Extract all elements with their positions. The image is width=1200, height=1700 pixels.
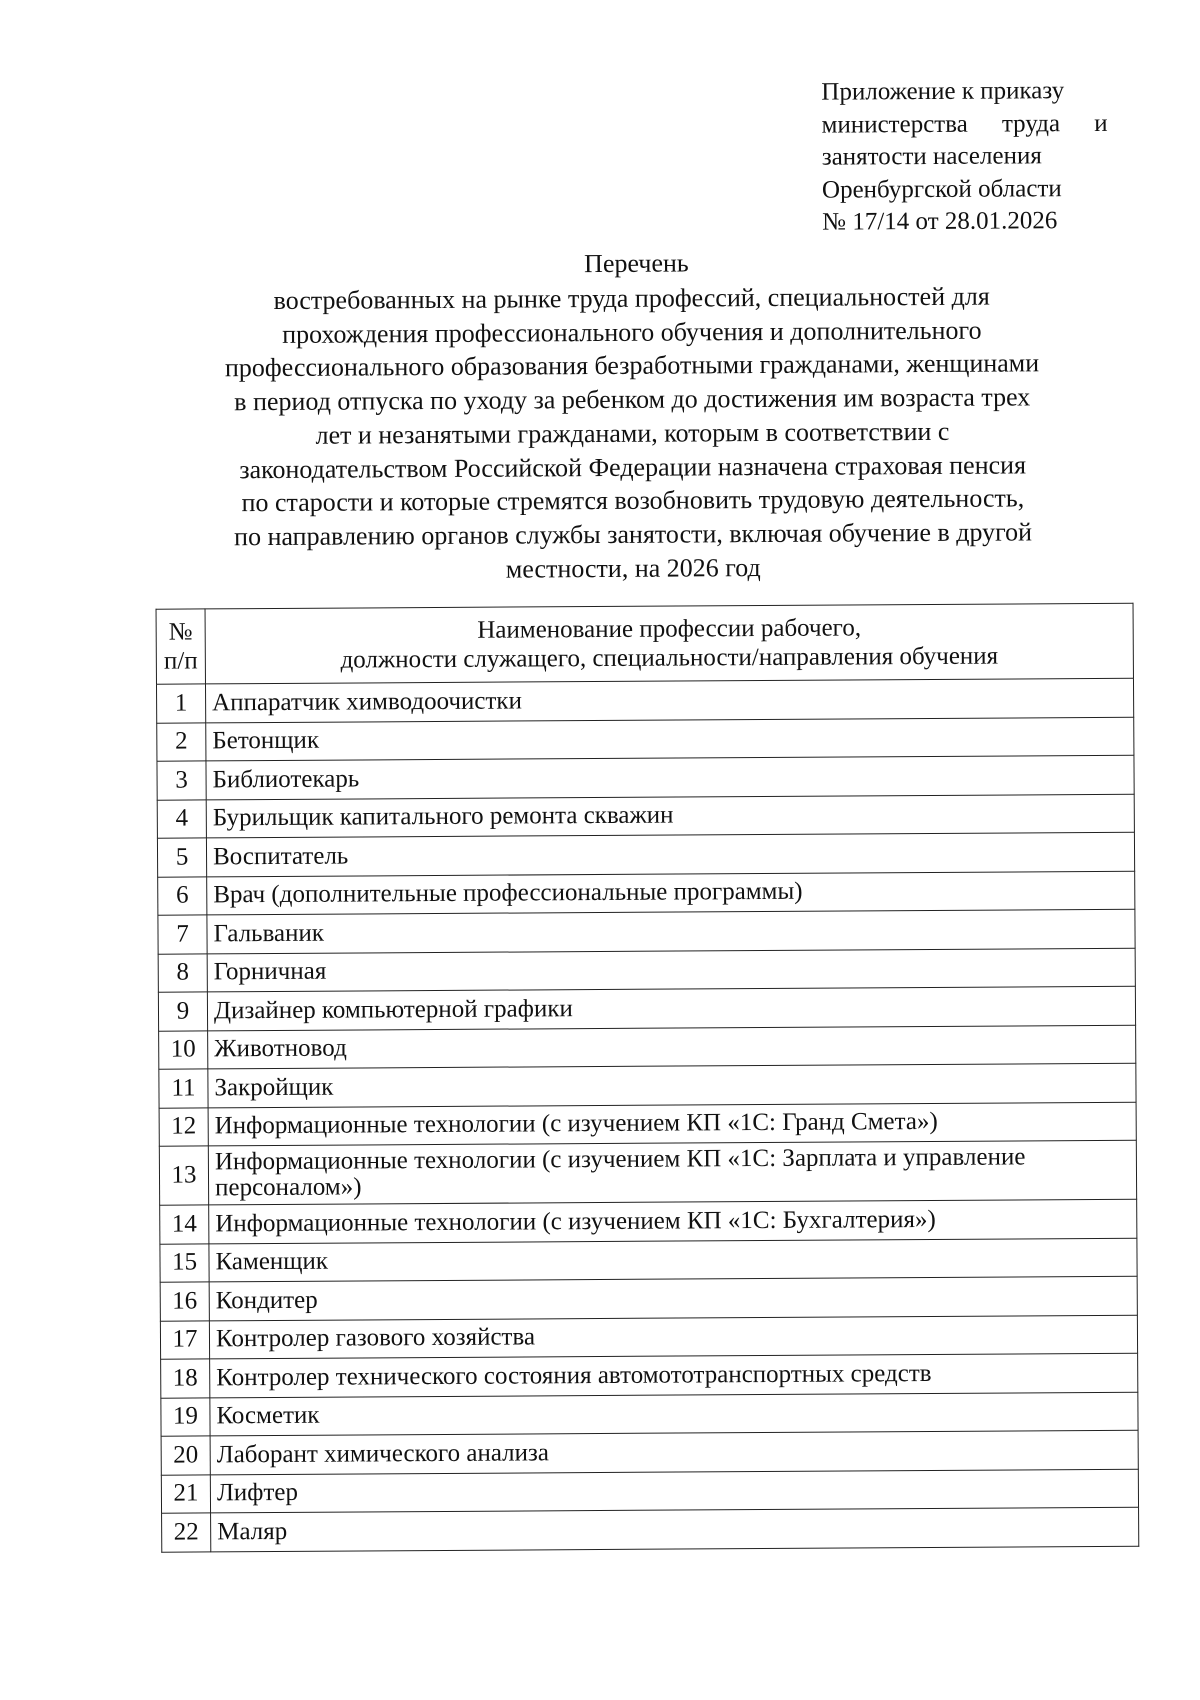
row-name: Информационные технологии (с изучением КП «1С: Гранд Смета») bbox=[208, 1102, 1136, 1146]
table-row bbox=[157, 832, 1134, 876]
row-name: Лифтер bbox=[210, 1469, 1138, 1513]
row-number: 2 bbox=[157, 722, 206, 761]
table-row bbox=[159, 1063, 1136, 1107]
subtitle-line: законодательством Российской Федерации назначена страховая пенсия bbox=[239, 449, 1027, 484]
row-name: Закройщик bbox=[208, 1063, 1136, 1107]
subtitle-line: профессионального образования безработными гражданами, женщинами bbox=[224, 348, 1040, 383]
row-number: 21 bbox=[161, 1474, 210, 1513]
row-name: Бурильщик капитального ремонта скважин bbox=[206, 794, 1134, 838]
table-row bbox=[157, 755, 1134, 799]
row-number: 11 bbox=[159, 1069, 208, 1108]
row-name: Врач (дополнительные профессиональные программы) bbox=[207, 871, 1135, 915]
header-number-cell bbox=[156, 609, 205, 684]
row-name: Лаборант химического анализа bbox=[210, 1430, 1138, 1474]
header-name-line: должности служащего, специальности/направления обучения bbox=[340, 642, 999, 674]
row-number: 12 bbox=[159, 1107, 208, 1146]
row-name: Бетонщик bbox=[206, 717, 1134, 761]
subtitle-line: по старости и которые стремятся возобновить трудовую деятельность, bbox=[241, 483, 1025, 518]
table-row bbox=[158, 986, 1135, 1030]
table-header-row bbox=[156, 603, 1133, 684]
table-row bbox=[159, 1025, 1136, 1069]
header-name-line: Наименование профессии рабочего, bbox=[477, 614, 862, 644]
appendix-line: № 17/14 от 28.01.2026 bbox=[822, 207, 1058, 236]
row-name: Гальваник bbox=[207, 909, 1135, 953]
table-row bbox=[160, 1199, 1137, 1243]
row-number: 3 bbox=[157, 761, 206, 800]
row-number: 14 bbox=[160, 1205, 209, 1244]
table-row bbox=[157, 794, 1134, 838]
subtitle-line: востребованных на рынке труда профессий, специальностей для bbox=[273, 281, 990, 315]
row-name: Контролер технического состояния автомототранспортных средств bbox=[210, 1353, 1138, 1397]
appendix-word: и bbox=[1094, 109, 1108, 137]
table-row bbox=[160, 1315, 1137, 1359]
row-number: 5 bbox=[157, 838, 206, 877]
row-name: Горничная bbox=[207, 948, 1135, 992]
row-name: Информационные технологии (с изучением КП «1С: Зарплата и управление персоналом») bbox=[208, 1140, 1136, 1205]
table-row bbox=[156, 678, 1133, 722]
table-row bbox=[157, 717, 1134, 761]
row-name: Животновод bbox=[208, 1025, 1136, 1069]
table-row bbox=[161, 1392, 1138, 1436]
row-name: Маляр bbox=[211, 1507, 1139, 1551]
table-row bbox=[158, 909, 1135, 953]
appendix-block bbox=[821, 75, 1142, 239]
row-number: 8 bbox=[158, 953, 207, 992]
row-number: 16 bbox=[160, 1282, 209, 1321]
appendix-line: Приложение к приказу bbox=[821, 77, 1065, 106]
row-name: Библиотекарь bbox=[206, 755, 1134, 799]
row-name: Косметик bbox=[210, 1392, 1138, 1436]
subtitle-line: местности, на 2026 год bbox=[505, 552, 761, 584]
row-name: Кондитер bbox=[209, 1276, 1137, 1320]
table-row bbox=[159, 1102, 1136, 1146]
row-number: 13 bbox=[159, 1146, 208, 1205]
row-number: 4 bbox=[157, 799, 206, 838]
table-row bbox=[160, 1238, 1137, 1282]
table-row bbox=[162, 1507, 1139, 1551]
row-number: 7 bbox=[158, 915, 207, 954]
subtitle-line: лет и незанятыми гражданами, которым в соответствии с bbox=[315, 416, 950, 450]
header-name-cell bbox=[205, 603, 1133, 684]
table-row bbox=[161, 1469, 1138, 1513]
row-number: 1 bbox=[156, 684, 205, 723]
row-name: Контролер газового хозяйства bbox=[209, 1315, 1137, 1359]
row-name: Воспитатель bbox=[206, 832, 1134, 876]
table-row bbox=[160, 1276, 1137, 1320]
row-name: Аппаратчик химводоочистки bbox=[205, 678, 1133, 722]
row-number: 9 bbox=[158, 992, 207, 1031]
row-number: 19 bbox=[161, 1397, 210, 1436]
table-row bbox=[161, 1353, 1138, 1397]
row-name: Дизайнер компьютерной графики bbox=[207, 986, 1135, 1030]
subtitle-line: в период отпуска по уходу за ребенком до достижения им возраста трех bbox=[234, 382, 1031, 417]
row-number: 6 bbox=[158, 876, 207, 915]
appendix-word: труда bbox=[1001, 109, 1061, 138]
table-row bbox=[158, 948, 1135, 992]
row-number: 22 bbox=[162, 1513, 211, 1552]
row-name: Информационные технологии (с изучением КП «1С: Бухгалтерия») bbox=[209, 1199, 1137, 1243]
table-row bbox=[161, 1430, 1138, 1474]
row-number: 18 bbox=[161, 1359, 210, 1398]
professions-table bbox=[156, 603, 1140, 1552]
header-number-line: п/п bbox=[163, 647, 198, 675]
appendix-line: занятости населения bbox=[821, 142, 1042, 171]
appendix-line bbox=[821, 107, 1107, 141]
table-row bbox=[159, 1140, 1136, 1205]
appendix-word: министерства bbox=[821, 110, 968, 139]
row-name: Каменщик bbox=[209, 1238, 1137, 1282]
row-number: 15 bbox=[160, 1243, 209, 1282]
subtitle-line: прохождения профессионального обучения и дополнительного bbox=[282, 315, 982, 349]
document-subtitle bbox=[127, 279, 1139, 588]
row-number: 10 bbox=[159, 1030, 208, 1069]
subtitle-line: по направлению органов службы занятости, включая обучение в другой bbox=[234, 517, 1033, 552]
appendix-line: Оренбургской области bbox=[821, 174, 1062, 204]
row-number: 20 bbox=[161, 1436, 210, 1475]
table-row bbox=[158, 871, 1135, 915]
row-number: 17 bbox=[160, 1320, 209, 1359]
document-title: Перечень bbox=[584, 248, 689, 279]
header-number-line: № bbox=[168, 618, 193, 646]
